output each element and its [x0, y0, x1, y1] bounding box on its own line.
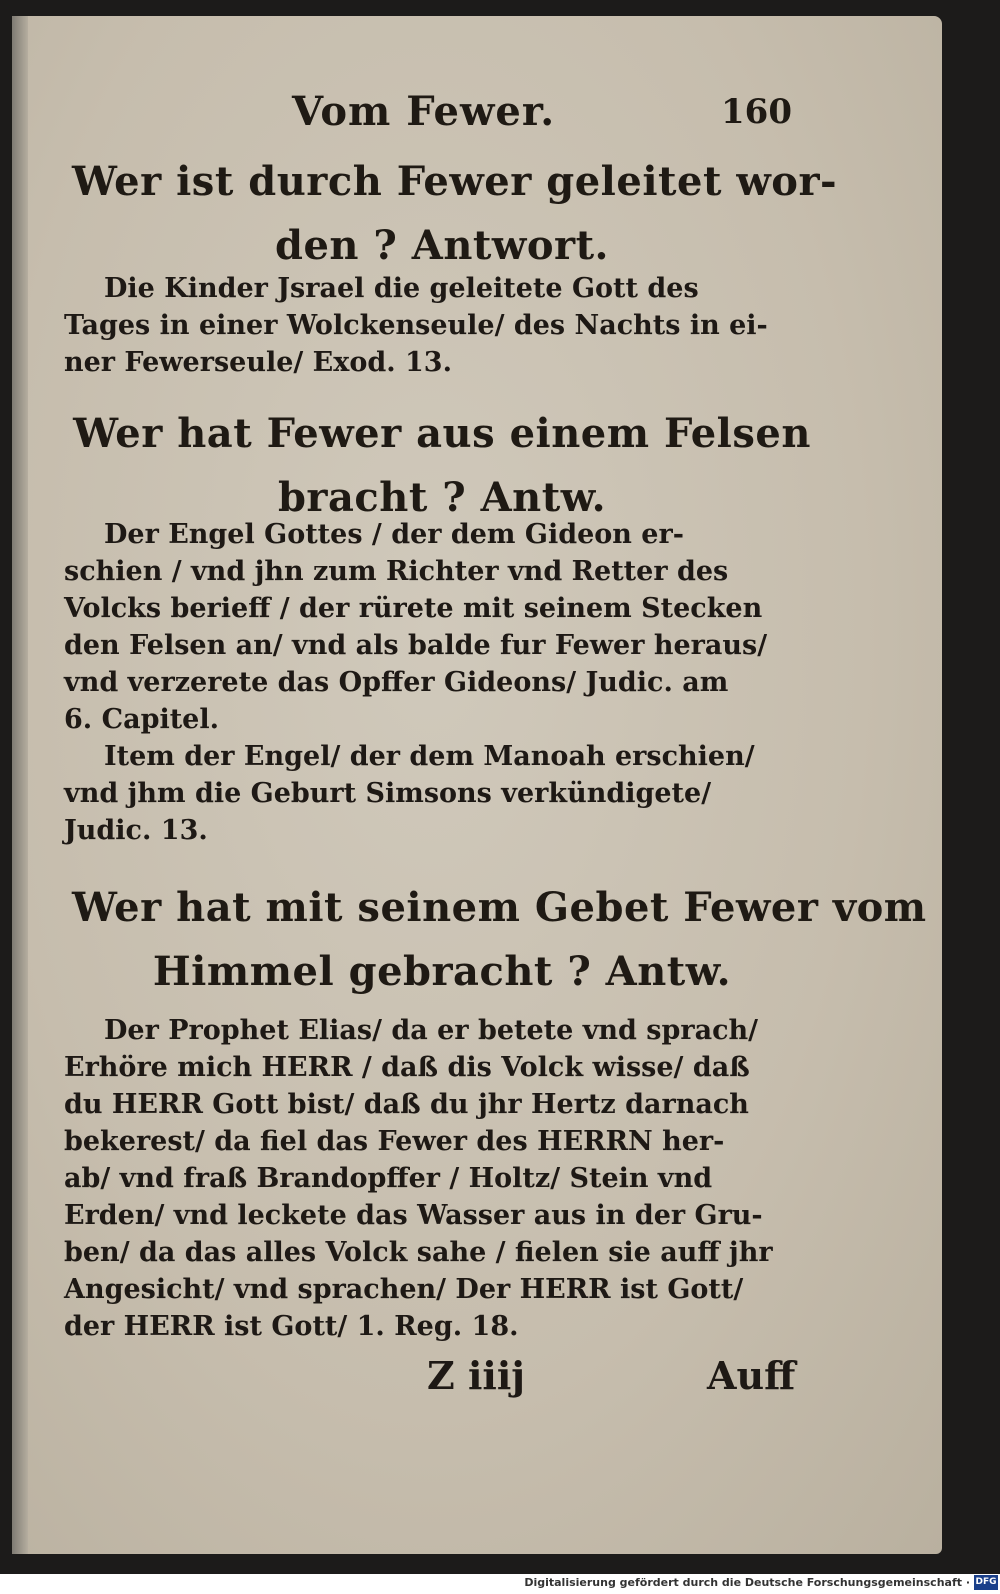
text-line: Judic. 13.	[64, 815, 208, 846]
section-3-paragraph-1	[64, 1012, 809, 1345]
heading-line: Wer ist durch Fewer geleitet wor-	[72, 158, 838, 205]
running-head-title: Vom Fewer.	[292, 88, 556, 135]
text-line: Erden/ vnd leckete das Wasser aus in der Gru-	[64, 1200, 763, 1231]
heading-line: Himmel gebracht ? Antw.	[152, 948, 732, 995]
text-line: Die Kinder Jsrael die geleitete Gott des	[104, 273, 699, 304]
text-line: vnd jhm die Geburt Simsons verkündigete/	[64, 778, 712, 809]
section-2-paragraph-1	[64, 516, 809, 738]
funding-credit-text: Digitalisierung gefördert durch die Deutsche Forschungsgemeinschaft ·	[524, 1576, 970, 1589]
text-line: den Felsen an/ vnd als balde fur Fewer heraus/	[64, 630, 768, 661]
section-heading-3	[72, 876, 927, 1004]
text-line: ab/ vnd fraß Brandopffer / Holtz/ Stein vnd	[64, 1163, 713, 1194]
text-line: Der Prophet Elias/ da er betete vnd sprach/	[104, 1015, 759, 1046]
text-line: vnd verzerete das Opffer Gideons/ Judic. am	[64, 667, 729, 698]
section-heading-2	[72, 402, 812, 530]
signature-mark: Z iiij	[427, 1353, 526, 1398]
text-line: bekerest/ da fiel das Fewer des HERRN her-	[64, 1126, 725, 1157]
text-line: ben/ da das alles Volck sahe / fielen sie auff jhr	[64, 1237, 773, 1268]
text-line: ner Fewerseule/ Exod. 13.	[64, 347, 452, 378]
text-line: Volcks berieff / der rürete mit seinem Stecken	[64, 593, 763, 624]
heading-line: Wer hat Fewer aus einem Felsen	[73, 410, 811, 457]
text-line: der HERR ist Gott/ 1. Reg. 18.	[64, 1311, 519, 1342]
heading-line: Wer hat mit seinem Gebet Fewer vom	[72, 884, 927, 931]
section-2-paragraph-2	[64, 738, 809, 849]
book-page	[12, 16, 942, 1554]
page-number: 160	[721, 92, 792, 132]
text-line: Der Engel Gottes / der dem Gideon er-	[104, 519, 684, 550]
text-line: schien / vnd jhn zum Richter vnd Retter des	[64, 556, 729, 587]
running-head	[12, 88, 942, 148]
dfg-logo-icon: DFG	[974, 1575, 998, 1590]
text-line: du HERR Gott bist/ daß du jhr Hertz darnach	[64, 1089, 749, 1120]
page-gutter	[12, 16, 28, 1554]
heading-line: bracht ? Antw.	[277, 474, 607, 521]
text-line: Angesicht/ vnd sprachen/ Der HERR ist Gott/	[64, 1274, 744, 1305]
section-1-paragraph-1	[64, 270, 809, 381]
section-heading-1	[72, 150, 838, 278]
text-line: 6. Capitel.	[64, 704, 220, 735]
text-line: Tages in einer Wolckenseule/ des Nachts in ei-	[64, 310, 768, 341]
funding-credit-bar	[0, 1574, 1000, 1594]
text-line: Item der Engel/ der dem Manoah erschien/	[104, 741, 755, 772]
catchword: Auff	[707, 1353, 796, 1398]
text-line: Erhöre mich HERR / daß dis Volck wisse/ daß	[64, 1052, 750, 1083]
heading-line: den ? Antwort.	[275, 222, 609, 269]
